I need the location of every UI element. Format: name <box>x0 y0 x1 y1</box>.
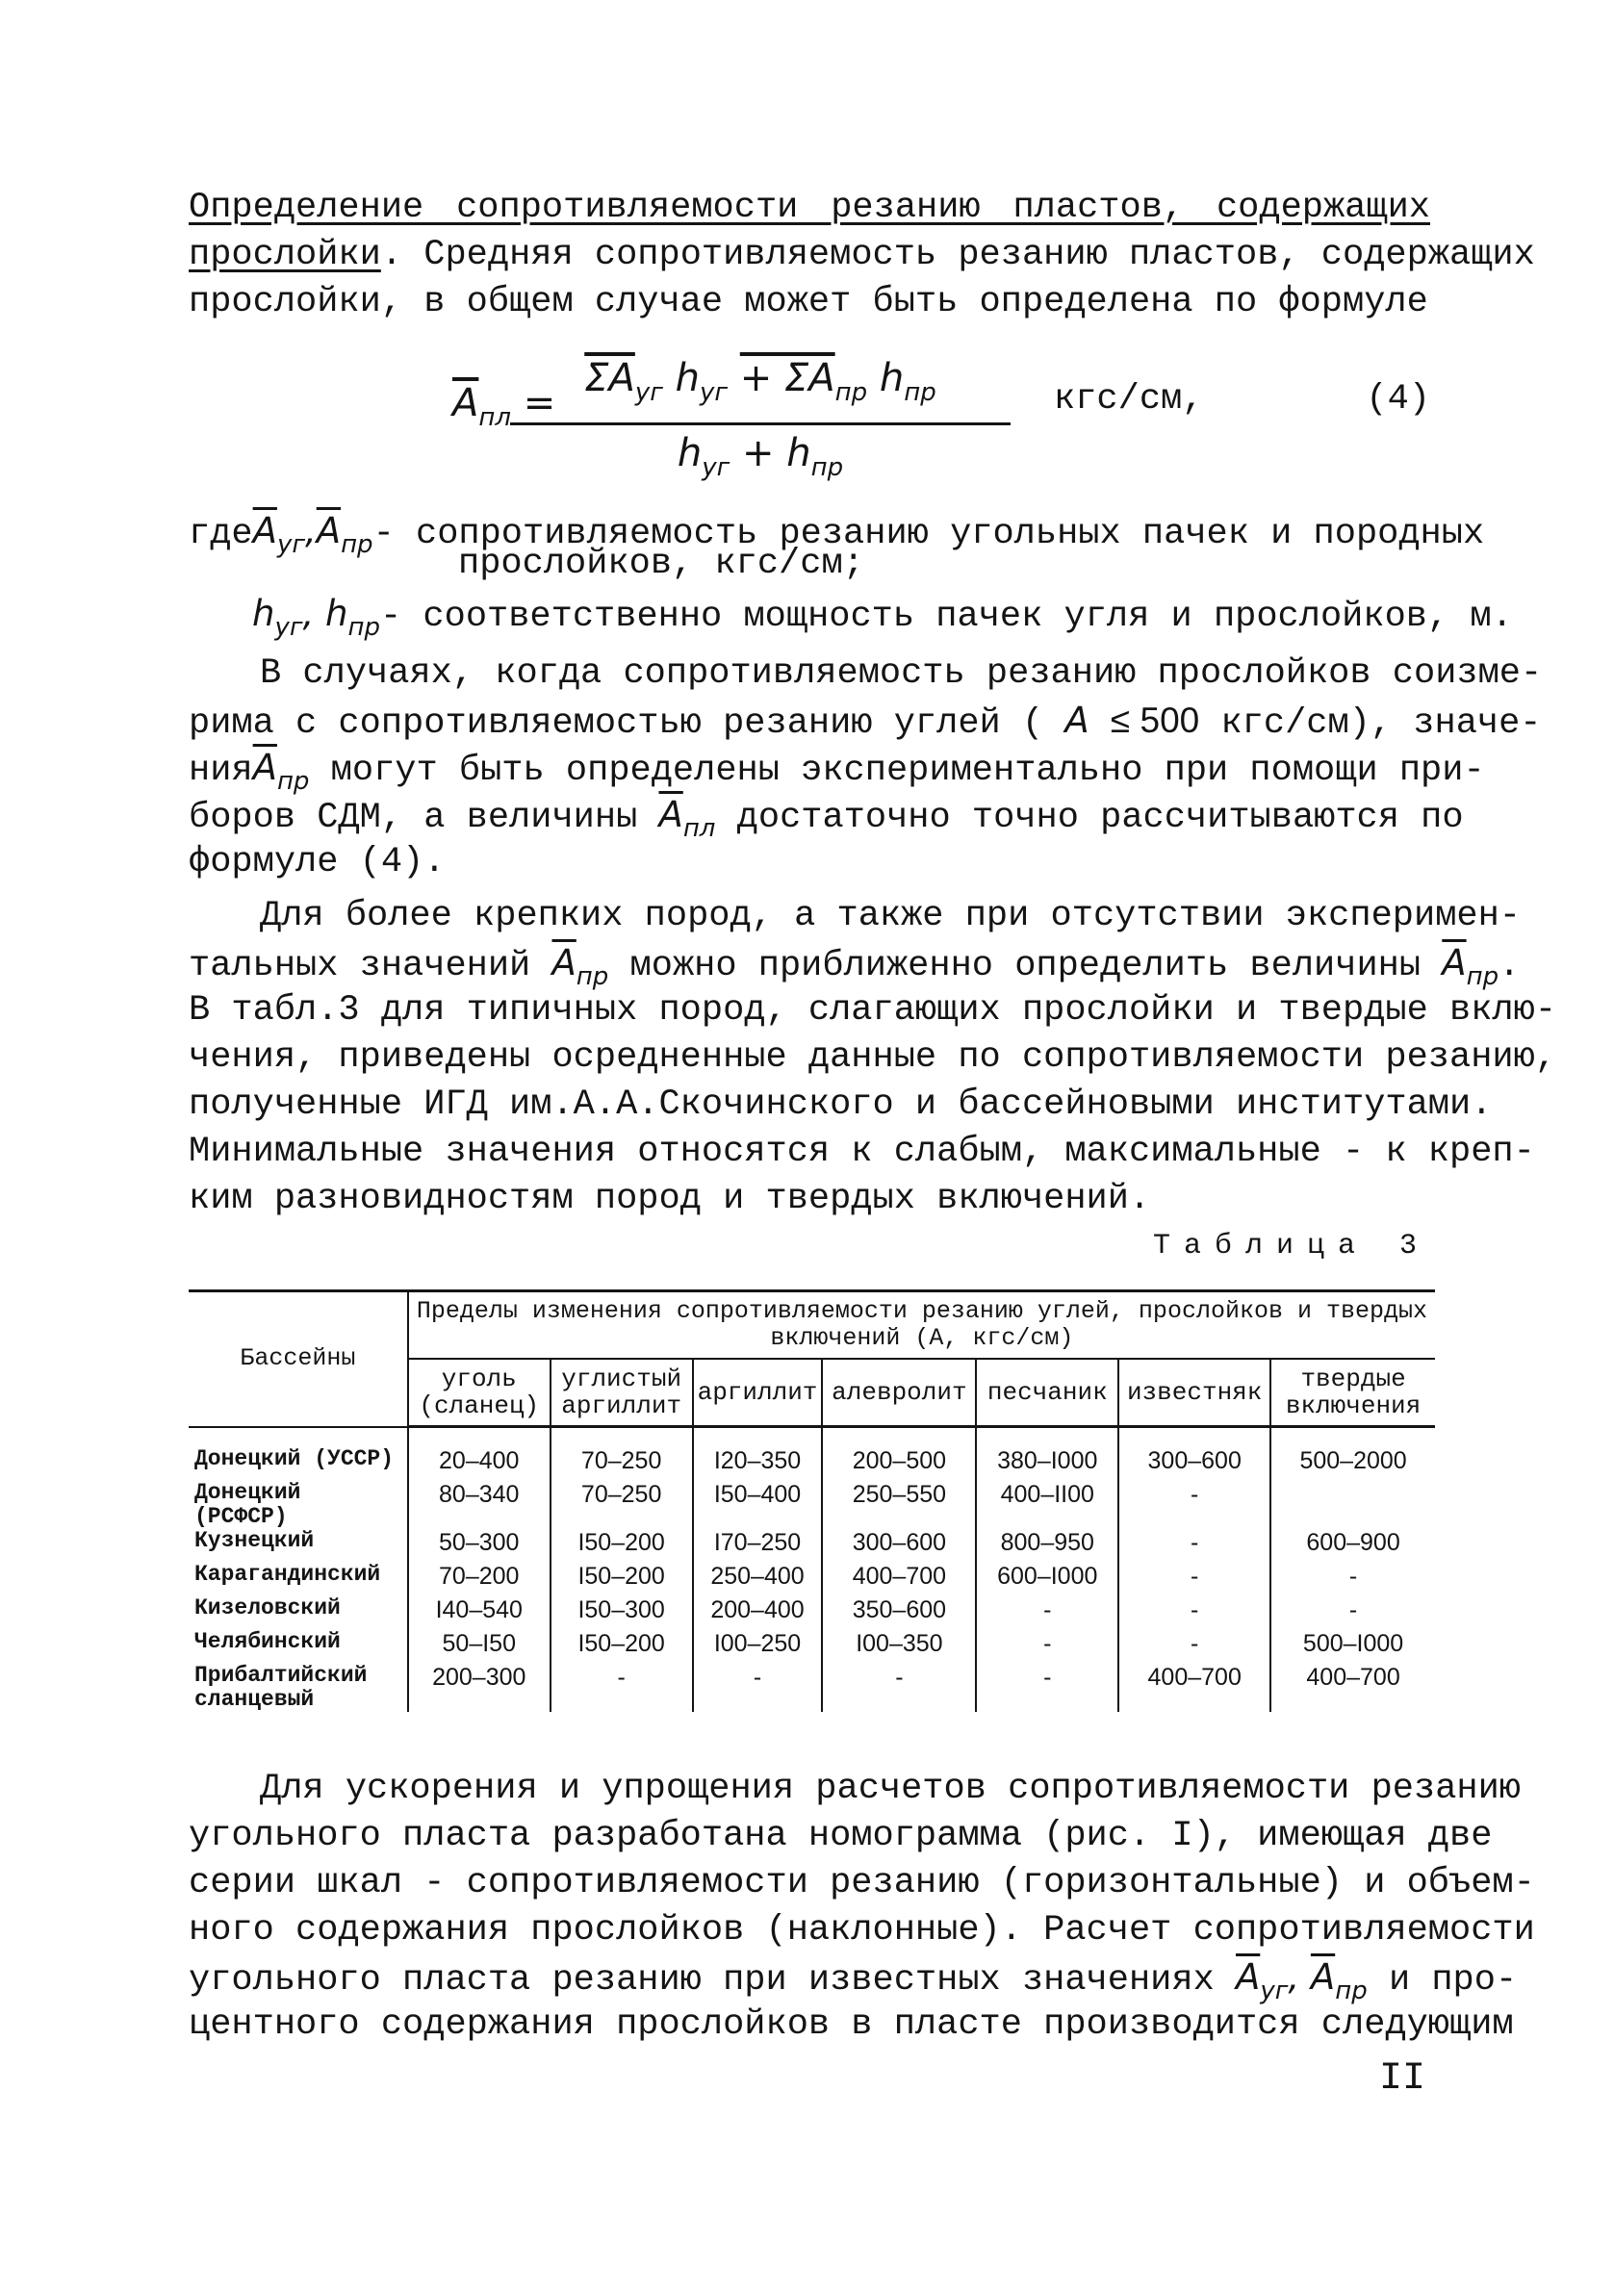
where-prefix: где <box>189 514 253 554</box>
table-cell: - <box>1118 1563 1270 1596</box>
symbol-a-rock: $\overline{A}$ <box>316 510 342 551</box>
equals-sign: = <box>523 381 556 425</box>
header-col-2 <box>693 1359 823 1427</box>
formula-fraction <box>510 354 1011 492</box>
table-cell: 50–I50 <box>408 1630 551 1664</box>
header-col-5 <box>1118 1359 1270 1427</box>
header-col-line-2: включения <box>1285 1391 1422 1420</box>
table-row <box>189 1563 1435 1596</box>
basin-name <box>189 1481 408 1529</box>
table-cell: 350–600 <box>822 1596 976 1630</box>
paragraph-2-line-5: формуле (4). <box>189 842 446 882</box>
table-cell: 500–I000 <box>1302 1630 1404 1657</box>
p3-period: . <box>1499 946 1521 986</box>
value-500: ≤ 500 <box>1110 701 1200 740</box>
paragraph-1-line-1 <box>189 185 1430 231</box>
paragraph-1-text: . Средняя сопротивляемость резанию пластов, содержащих <box>380 235 1535 275</box>
header-group-line-1: Пределы изменения сопротивляемости резанию углей, прослойков и твердых <box>416 1297 1427 1325</box>
plus-h-rock-den: + h <box>742 431 811 475</box>
table-cell: - <box>976 1596 1118 1630</box>
plus-sum-a-rock: + ΣA <box>739 356 835 400</box>
sum-a-coal: $\overline{\Sigma A}$ <box>584 356 635 400</box>
table-cell: - <box>976 1630 1118 1664</box>
table-cell: 300–600 <box>1118 1427 1270 1482</box>
table-cell: I50–300 <box>551 1596 693 1630</box>
table-row <box>189 1596 1435 1630</box>
section-heading-continued: прослойки <box>189 235 381 275</box>
p2-text: рима с сопротивляемостью резанию углей ( <box>189 703 1044 744</box>
symbol-a: A <box>1064 700 1089 741</box>
table-row <box>189 1630 1435 1664</box>
header-col-0 <box>408 1359 551 1427</box>
table-cell: I20–350 <box>693 1427 823 1482</box>
table-cell: 200–300 <box>408 1664 551 1712</box>
definition-1: - сопротивляемость резанию угольных пачек и породных <box>372 514 1485 554</box>
table-cell: I00–250 <box>693 1630 823 1664</box>
table-cell: I40–540 <box>408 1596 551 1630</box>
h-coal: h <box>675 356 700 400</box>
header-col-line-1: твердые <box>1300 1365 1406 1393</box>
h-rock-subscript: пр <box>904 378 936 407</box>
where-line-1: $где\overline{A}_{уг},\overline{A}_{пр}-$ сопротивляемость резанию угольных пачек и породных <box>189 510 1485 559</box>
basin-name-line-1: Кизеловский <box>194 1595 341 1620</box>
symbol-h-coal: h <box>252 593 275 634</box>
table-cell: 200–400 <box>693 1596 823 1630</box>
header-col-line-1: известняк <box>1126 1378 1263 1407</box>
formula-numerator <box>510 354 1011 425</box>
basin-name-line-1: Кузнецкий <box>194 1528 315 1553</box>
table-cell: 400–700 <box>1306 1664 1400 1691</box>
paragraph-3-line-5: полученные ИГД им.А.А.Скочинского и бассейновыми институтами. <box>189 1084 1493 1125</box>
header-col-4 <box>976 1359 1118 1427</box>
header-col-line-2: (сланец) <box>419 1391 540 1420</box>
symbol-a-coal-subscript: уг <box>276 530 305 559</box>
header-basin: Бассейны <box>189 1291 408 1427</box>
table-cell: 250–550 <box>822 1481 976 1529</box>
table-cell: 70–200 <box>408 1563 551 1596</box>
table-cell: 500–2000 <box>1299 1447 1407 1474</box>
table-cell: 80–340 <box>408 1481 551 1529</box>
symbol-a-coal: $\overline{A}$ <box>252 510 277 551</box>
paragraph-4-line-1: Для ускорения и упрощения расчетов сопротивляемости резанию <box>260 1769 1522 1809</box>
table-cell: 70–250 <box>551 1481 693 1529</box>
table-cell <box>1270 1481 1435 1529</box>
table-cell: - <box>1348 1563 1358 1590</box>
paragraph-3-line-3: В табл.3 для типичных пород, слагающих прослойки и твердые вклю- <box>189 990 1557 1031</box>
symbol-h-rock: h <box>325 593 348 634</box>
table-cell: I50–200 <box>551 1529 693 1563</box>
header-col-line-1: углистый <box>561 1365 682 1393</box>
symbol-a-rock-subscript: пр <box>1335 1977 1368 2005</box>
basin-name-line-1: Прибалтийский <box>194 1663 368 1688</box>
table-cell: I50–200 <box>551 1630 693 1664</box>
header-col-1 <box>551 1359 693 1427</box>
table-cell: - <box>1118 1630 1270 1664</box>
table-cell: 200–500 <box>822 1427 976 1482</box>
table-cell: - <box>1118 1481 1270 1529</box>
paragraph-4-line-2: угольного пласта разработана номограмма (рис. I), имеющая две <box>189 1816 1493 1856</box>
formula-4 <box>452 354 1430 482</box>
table-cell: I50–200 <box>551 1563 693 1596</box>
subscript-coal: уг <box>634 378 663 407</box>
p2-text: боров СДМ, а величины <box>189 798 638 838</box>
p3-text-mid: можно приближенно определить величины <box>629 946 1422 986</box>
table-cell: 300–600 <box>822 1529 976 1563</box>
paragraph-1-line-3: прослойки, в общем случае может быть определена по формуле <box>189 282 1428 322</box>
basin-name <box>189 1664 408 1712</box>
where-line-3: $h_{уг}$, $h_{пр}-$ соответственно мощность пачек угля и прослойков, м. <box>252 593 1513 642</box>
subscript-rock: пр <box>834 378 868 407</box>
basin-name <box>189 1427 408 1482</box>
p2-text-end: кгс/см), значе- <box>1220 703 1542 744</box>
p2-text: ния <box>189 751 253 791</box>
h-rock: h <box>879 356 905 400</box>
table-cell: - <box>1118 1596 1270 1630</box>
table-cell: - <box>1118 1529 1270 1563</box>
header-col-line-1: аргиллит <box>697 1378 818 1407</box>
symbol-a-seam-subscript: пл <box>682 814 716 843</box>
symbol-a-seam: $\overline{A}$ <box>658 794 683 835</box>
header-col-line-1: уголь <box>441 1365 517 1393</box>
table-caption: Таблица 3 <box>1152 1230 1430 1263</box>
symbol-a-rock: $\overline{A}$ <box>252 747 277 788</box>
basin-name <box>189 1630 408 1664</box>
basin-name-line-1: Челябинский <box>194 1629 341 1654</box>
table-row <box>189 1481 1435 1529</box>
symbol-a-rock-subscript: пр <box>341 530 373 559</box>
symbol-a-coal: $\overline{A}$ <box>1236 1956 1261 1998</box>
h-coal-subscript: уг <box>700 378 729 407</box>
basin-name <box>189 1563 408 1596</box>
h-coal-den: h <box>677 431 703 475</box>
basin-name-line-1: Донецкий (УССР) <box>194 1445 395 1471</box>
header-col-line-1: алевролит <box>832 1378 967 1407</box>
table-cell: 800–950 <box>976 1529 1118 1563</box>
formula-unit: кгс/см, <box>1054 379 1204 420</box>
p3-text: тальных значений <box>189 946 531 986</box>
basin-name <box>189 1596 408 1630</box>
paragraph-2-line-2 <box>189 698 1542 747</box>
paragraph-3-line-7: ким разновидностям пород и твердых включений. <box>189 1179 1151 1219</box>
header-group-line-2: включений (А, кгс/см) <box>770 1324 1074 1352</box>
paragraph-4-line-6: центного содержания прослойков в пласте производится следующим <box>189 2004 1514 2045</box>
p2-text-end: достаточно точно рассчитываются по <box>736 798 1464 838</box>
definition-2: - соответственно мощность пачек угля и прослойков, м. <box>380 597 1513 637</box>
symbol-a-rock: $\overline{A}$ <box>1310 1956 1336 1998</box>
table-cell: 50–300 <box>408 1529 551 1563</box>
symbol-a: $\overline{A}$ <box>452 381 479 425</box>
header-col-6 <box>1270 1359 1435 1427</box>
separator-comma: , <box>1288 1956 1300 1998</box>
paragraph-1-line-2 <box>189 232 1535 278</box>
symbol-a-rock-subscript: пр <box>576 962 609 991</box>
symbol-h-rock-subscript: пр <box>347 613 380 642</box>
header-col-line-2: аргиллит <box>561 1391 682 1420</box>
table-cell: - <box>822 1664 976 1712</box>
paragraph-2-line-1: В случаях, когда сопротивляемость резанию прослойков соизме- <box>260 653 1543 694</box>
symbol-a-coal-subscript: уг <box>1260 1977 1289 2005</box>
table-cell: 250–400 <box>693 1563 823 1596</box>
p2-text-end: могут быть определены экспериментально при помощи при- <box>330 751 1485 791</box>
header-col-line-1: песчаник <box>986 1378 1108 1407</box>
symbol-a-rock-2: $\overline{A}$ <box>1442 942 1467 983</box>
basin-name <box>189 1529 408 1563</box>
h-coal-den-subscript: уг <box>702 453 730 482</box>
table-cell: - <box>1348 1596 1358 1623</box>
where-line-2: прослойков, кгс/см; <box>458 544 864 584</box>
table-cell: 400–II00 <box>976 1481 1118 1529</box>
basin-name-line-1: Донецкий (РСФСР) <box>194 1480 301 1529</box>
table-row <box>189 1664 1435 1712</box>
table-row <box>189 1529 1435 1563</box>
table-cell: 400–700 <box>1118 1664 1270 1712</box>
table-3 <box>189 1289 1435 1712</box>
formula-denominator <box>510 425 1011 492</box>
symbol-a-rock: $\overline{A}$ <box>551 942 576 983</box>
paragraph-4-line-3: серии шкал - сопротивляемости резанию (горизонтальные) и объем- <box>189 1863 1535 1903</box>
table-cell: I50–400 <box>693 1481 823 1529</box>
table-cell: 400–700 <box>822 1563 976 1596</box>
table-cell: 70–250 <box>551 1427 693 1482</box>
table-cell: 600–900 <box>1306 1529 1400 1556</box>
table-cell: - <box>693 1664 823 1712</box>
table-cell: I00–350 <box>822 1630 976 1664</box>
table-cell: I70–250 <box>693 1529 823 1563</box>
table-cell: - <box>976 1664 1118 1712</box>
symbol-a-rock-2-subscript: пр <box>1466 962 1499 991</box>
symbol-h-coal-subscript: уг <box>274 613 303 642</box>
paragraph-4-line-4: ного содержания прослойков (наклонные). Расчет сопротивляемости <box>189 1910 1535 1951</box>
header-col-3 <box>822 1359 976 1427</box>
table-cell: - <box>551 1664 693 1712</box>
paragraph-3-line-6: Минимальные значения относятся к слабым, максимальные - к креп- <box>189 1132 1535 1172</box>
basin-name-line-2: сланцевый <box>194 1687 315 1712</box>
section-heading: Определение сопротивляемости резанию пластов, содержащих <box>189 188 1430 228</box>
symbol-a-rock-subscript: пр <box>276 767 310 796</box>
paragraph-3-line-1: Для более крепких пород, а также при отсутствии эксперимен- <box>260 896 1522 936</box>
table-row <box>189 1427 1435 1482</box>
table-cell: 380–I000 <box>976 1427 1118 1482</box>
formula-number: (4) <box>1366 379 1430 420</box>
page-number: II <box>1378 2057 1425 2101</box>
paragraph-3-line-4: чения, приведены осредненные данные по сопротивляемости резанию, <box>189 1037 1557 1078</box>
symbol-subscript: пл <box>478 403 511 432</box>
header-group <box>408 1291 1435 1360</box>
p4-text-end: и про- <box>1388 1960 1518 2001</box>
p4-text: угольного пласта резанию при известных значениях <box>189 1960 1215 2001</box>
h-rock-den-subscript: пр <box>810 453 844 482</box>
table-cell: 600–I000 <box>976 1563 1118 1596</box>
table-cell: 20–400 <box>408 1427 551 1482</box>
basin-name-line-1: Карагандинский <box>194 1562 381 1587</box>
